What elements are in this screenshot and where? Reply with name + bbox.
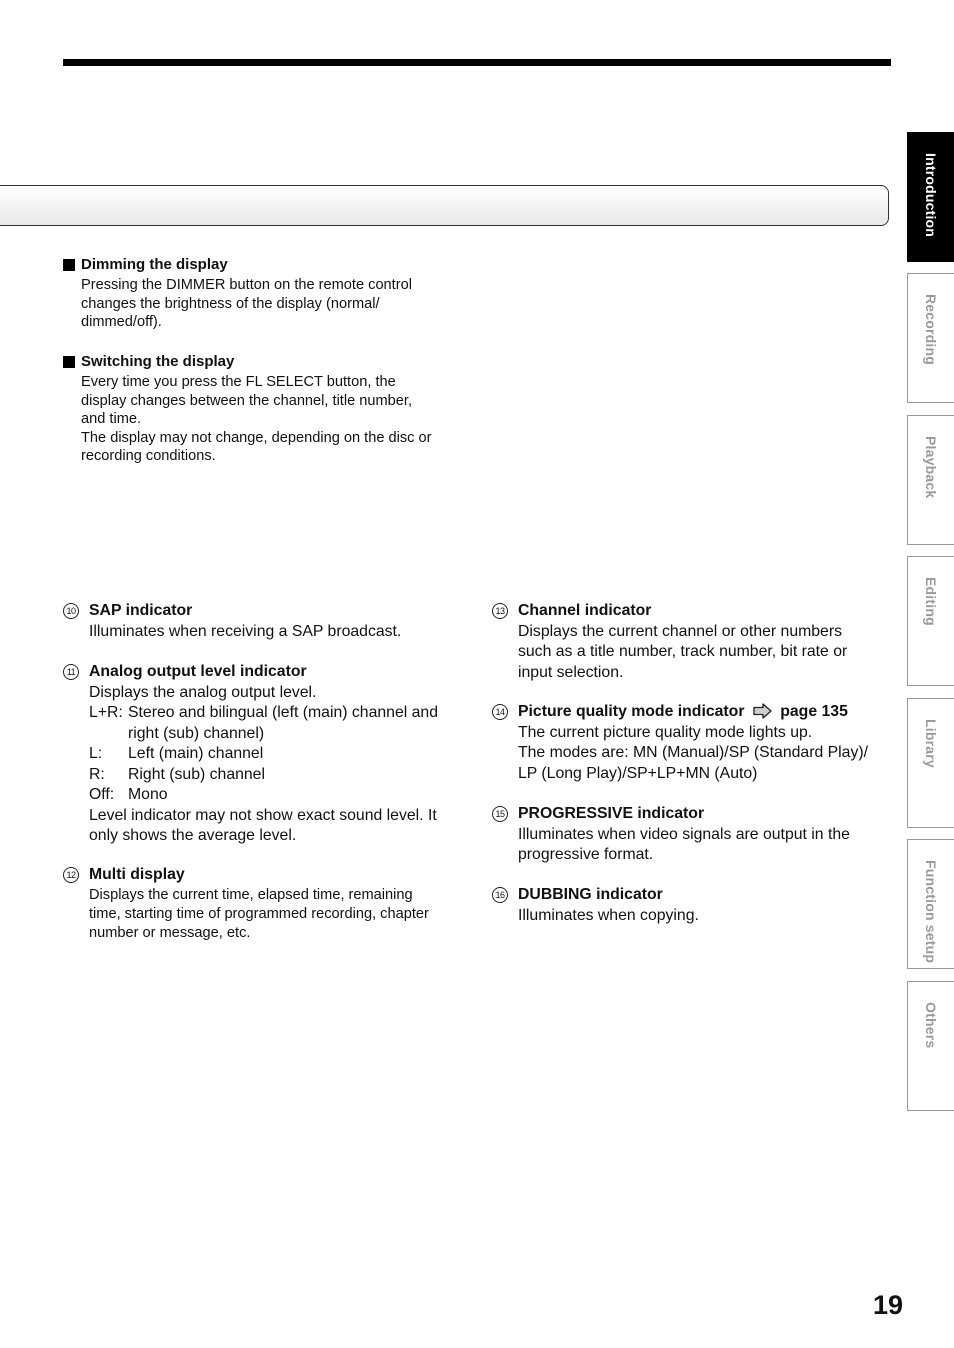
tab-playback[interactable]	[907, 415, 954, 545]
item-title: Picture quality mode indicator	[518, 703, 745, 720]
tab-label: Others	[923, 1002, 939, 1049]
level-key: Off:	[89, 786, 115, 803]
item-title-row	[518, 702, 902, 723]
tab-label: Introduction	[923, 153, 939, 238]
section-header-bar	[0, 185, 889, 226]
item-text: progressive format.	[518, 846, 654, 863]
item-note: Level indicator may not show exact sound level. It	[89, 806, 437, 824]
dimming-heading	[63, 256, 463, 274]
analog-output-item	[63, 662, 463, 847]
level-value-line: Stereo and bilingual (left (main) channel and	[128, 704, 438, 721]
switching-heading	[63, 353, 463, 371]
item-number: 13	[492, 603, 508, 619]
item-number: 15	[492, 806, 508, 822]
text-line: dimmed/off).	[81, 314, 162, 330]
dubbing-indicator-item	[492, 885, 892, 926]
level-row	[89, 765, 463, 786]
item-text: The modes are: MN (Manual)/SP (Standard Play)/	[518, 744, 869, 761]
item-number: 14	[492, 704, 508, 720]
tab-editing[interactable]	[907, 556, 954, 686]
switching-title: Switching the display	[81, 353, 235, 370]
item-number: 12	[63, 867, 79, 883]
tab-recording[interactable]	[907, 273, 954, 403]
level-key: L:	[89, 745, 103, 762]
item-text: Illuminates when receiving a SAP broadcast.	[89, 622, 402, 640]
item-number: 11	[63, 664, 79, 680]
level-value-line: right (sub) channel)	[128, 724, 265, 742]
tab-label: Recording	[923, 294, 939, 366]
level-row	[89, 744, 463, 765]
level-key: R:	[89, 765, 105, 783]
level-row	[89, 703, 463, 744]
text-line: Every time you press the FL SELECT button, the	[81, 374, 396, 390]
picture-quality-item	[492, 702, 902, 784]
text-line: changes the brightness of the display (normal/	[81, 295, 380, 312]
tab-label: Playback	[923, 436, 939, 499]
text-line: display changes between the channel, title number,	[81, 392, 413, 409]
text-line: and time.	[81, 411, 142, 427]
square-bullet-icon	[63, 259, 75, 271]
square-bullet-icon	[63, 356, 75, 368]
level-value: Mono	[128, 786, 168, 803]
item-number: 10	[63, 603, 79, 619]
item-text: The current picture quality mode lights up.	[518, 723, 813, 741]
sap-indicator-item	[63, 601, 463, 642]
tab-label: Editing	[923, 577, 939, 626]
level-key: L+R:	[89, 704, 123, 721]
item-text: such as a title number, track number, bit rate or	[518, 643, 848, 660]
item-text: input selection.	[518, 663, 624, 681]
item-title: Channel indicator	[518, 602, 652, 619]
item-text: Illuminates when copying.	[518, 906, 699, 924]
tab-function-setup[interactable]	[907, 839, 954, 969]
dimming-section	[63, 256, 463, 332]
switching-section	[63, 353, 463, 466]
item-text: time, starting time of programmed recording, chapter	[89, 905, 429, 922]
item-title: SAP indicator	[89, 602, 193, 619]
tab-label: Library	[923, 719, 939, 768]
item-note: only shows the average level.	[89, 827, 297, 844]
item-text: LP (Long Play)/SP+LP+MN (Auto)	[518, 764, 758, 782]
level-value: Left (main) channel	[128, 745, 264, 762]
item-title: Multi display	[89, 866, 185, 883]
text-line: Pressing the DIMMER button on the remote control	[81, 277, 412, 293]
tab-label: Function setup	[923, 860, 939, 964]
item-title: Analog output level indicator	[89, 663, 307, 680]
channel-indicator-item	[492, 601, 892, 683]
dimming-body	[81, 276, 463, 332]
item-text: Displays the current channel or other numbers	[518, 622, 842, 640]
tab-others[interactable]	[907, 981, 954, 1111]
page-number: 19	[873, 1290, 904, 1320]
text-line: recording conditions.	[81, 448, 216, 464]
item-text: Displays the analog output level.	[89, 683, 317, 701]
item-number: 16	[492, 887, 508, 903]
multi-display-item	[63, 865, 463, 943]
page-reference-link[interactable]: page 135	[780, 703, 848, 720]
item-title: DUBBING indicator	[518, 886, 663, 903]
dimming-title: Dimming the display	[81, 256, 228, 273]
item-text: Displays the current time, elapsed time, remaining	[89, 886, 413, 903]
tab-introduction[interactable]	[907, 132, 954, 262]
tab-library[interactable]	[907, 698, 954, 828]
item-text: Illuminates when video signals are output in the	[518, 825, 850, 843]
text-line: The display may not change, depending on the disc or	[81, 429, 432, 446]
item-title: PROGRESSIVE indicator	[518, 805, 705, 822]
switching-body	[81, 373, 463, 466]
level-row	[89, 785, 463, 806]
level-value	[128, 703, 438, 744]
item-text: number or message, etc.	[89, 924, 251, 941]
top-rule	[63, 59, 891, 66]
progressive-indicator-item	[492, 804, 892, 866]
level-value: Right (sub) channel	[128, 765, 265, 783]
page-reference-arrow-icon	[753, 703, 772, 719]
